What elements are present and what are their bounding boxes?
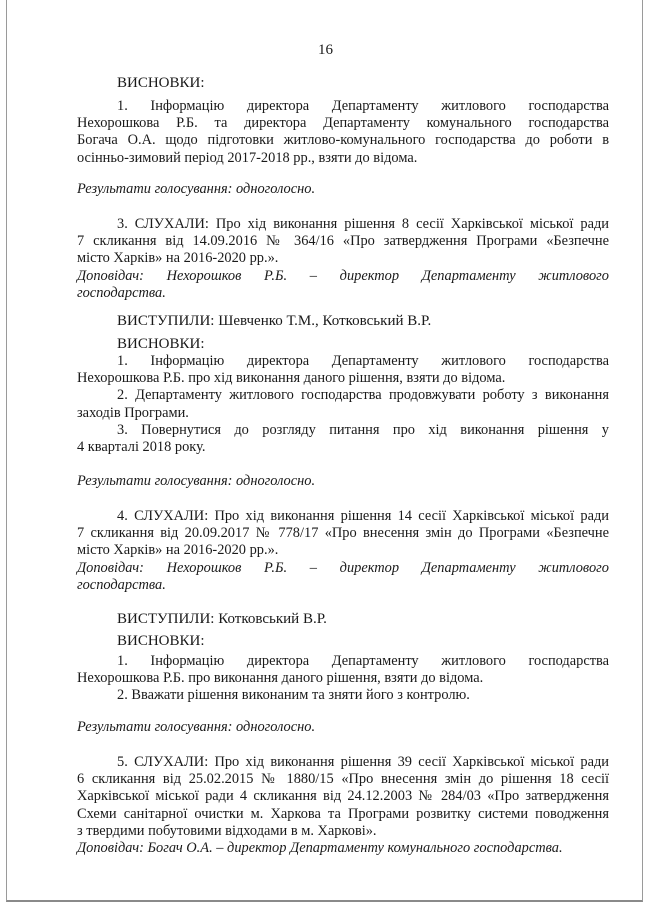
spoke-line: ВИСТУПИЛИ: Котковський В.Р. [117, 611, 327, 627]
section-3-conclusion-items [77, 353, 609, 456]
heard-line: Схеми санітарної очистки м. Харкова та Програми розвитку системи поводження [77, 805, 609, 822]
conclusion-line: 4 кварталі 2018 року. [77, 439, 206, 456]
speaker-line: господарства. [77, 285, 166, 302]
heard-line: 6 скликання від 25.02.2015 № 1880/15 «Про внесення змін до рішення 18 сесії [77, 771, 609, 788]
heard-line: місто Харків» на 2016-2020 рр.». [77, 542, 279, 559]
heard-line: 7 скликання від 14.09.2016 № 364/16 «Про затвердження Програми «Безпечне [77, 233, 609, 250]
section-1-conclusion-1 [77, 98, 609, 167]
conclusions-heading: ВИСНОВКИ: [117, 75, 205, 91]
heard-line: 4. СЛУХАЛИ: Про хід виконання рішення 14 сесії Харківської міської ради [117, 508, 609, 524]
conclusion-line: 1. Інформацію директора Департаменту житлового господарства [117, 98, 609, 114]
conclusions-heading: ВИСНОВКИ: [117, 336, 205, 352]
section-3-heard [77, 216, 609, 268]
heard-line: з твердими побутовими відходами в м. Харкові». [77, 822, 377, 839]
heard-line: 7 скликання від 20.09.2017 № 778/17 «Про внесення змін до Програми «Безпечне [77, 525, 609, 542]
section-1 [77, 75, 609, 92]
speaker-line: Доповідач: Нехорошков Р.Б. – директор Департаменту житлового [77, 268, 609, 284]
conclusion-line: Богача О.А. щодо підготовки житлово-комунального господарства до роботи в [77, 132, 609, 149]
conclusion-line: 1. Інформацію директора Департаменту житлового господарства [117, 653, 609, 669]
page-number: 16 [318, 42, 333, 58]
heard-line: 5. СЛУХАЛИ: Про хід виконання рішення 39 сесії Харківської міської ради [117, 754, 609, 770]
section-4-spoke [77, 611, 609, 628]
conclusion-line: Нехорошкова Р.Б. про хід виконання даного рішення, взяти до відома. [77, 370, 506, 387]
section-4-heard [77, 508, 609, 560]
spoke-line: ВИСТУПИЛИ: Шевченко Т.М., Котковський В.Р. [117, 313, 432, 329]
section-5-heard [77, 754, 609, 840]
conclusion-line: 1. Інформацію директора Департаменту житлового господарства [117, 353, 609, 369]
heard-line: 3. СЛУХАЛИ: Про хід виконання рішення 8 сесії Харківської міської ради [117, 216, 609, 232]
speaker-line: Доповідач: Нехорошков Р.Б. – директор Департаменту житлового [77, 560, 609, 576]
heard-line: місто Харків» на 2016-2020 рр.». [77, 250, 279, 267]
conclusions-heading: ВИСНОВКИ: [117, 633, 205, 649]
section-4-speaker [77, 560, 609, 594]
speaker-line: Доповідач: Богач О.А. – директор Департаменту комунального господарства. [77, 840, 563, 856]
vote-result: Результати голосування: одноголосно. [77, 473, 316, 489]
conclusion-line: осінньо-зимовий період 2017-2018 рр., взяти до відома. [77, 149, 418, 166]
speaker-line: господарства. [77, 577, 166, 594]
section-3-speaker [77, 268, 609, 302]
vote-result: Результати голосування: одноголосно. [77, 181, 316, 197]
conclusion-line: Нехорошкова Р.Б. та директора Департаменту комунального господарства [77, 115, 609, 132]
conclusion-line: 3. Повернутися до розгляду питання про хід виконання рішення у [117, 421, 609, 438]
vote-result: Результати голосування: одноголосно. [77, 719, 316, 735]
section-5-speaker [77, 840, 609, 857]
section-4-conclusions [77, 633, 609, 650]
section-4-conclusion-items [77, 653, 609, 705]
section-3-conclusions [77, 336, 609, 353]
conclusion-line: Нехорошкова Р.Б. про виконання даного рішення, взяти до відома. [77, 670, 484, 687]
heard-line: Харківської міської ради 4 скликання від 24.12.2003 № 284/03 «Про затвердження [77, 788, 609, 805]
conclusion-line: заходів Програми. [77, 404, 189, 421]
section-3-spoke [77, 313, 609, 330]
conclusion-line: 2. Вважати рішення виконаним та зняти його з контролю. [117, 687, 470, 704]
conclusion-line: 2. Департаменту житлового господарства продовжувати роботу з виконання [117, 387, 609, 404]
